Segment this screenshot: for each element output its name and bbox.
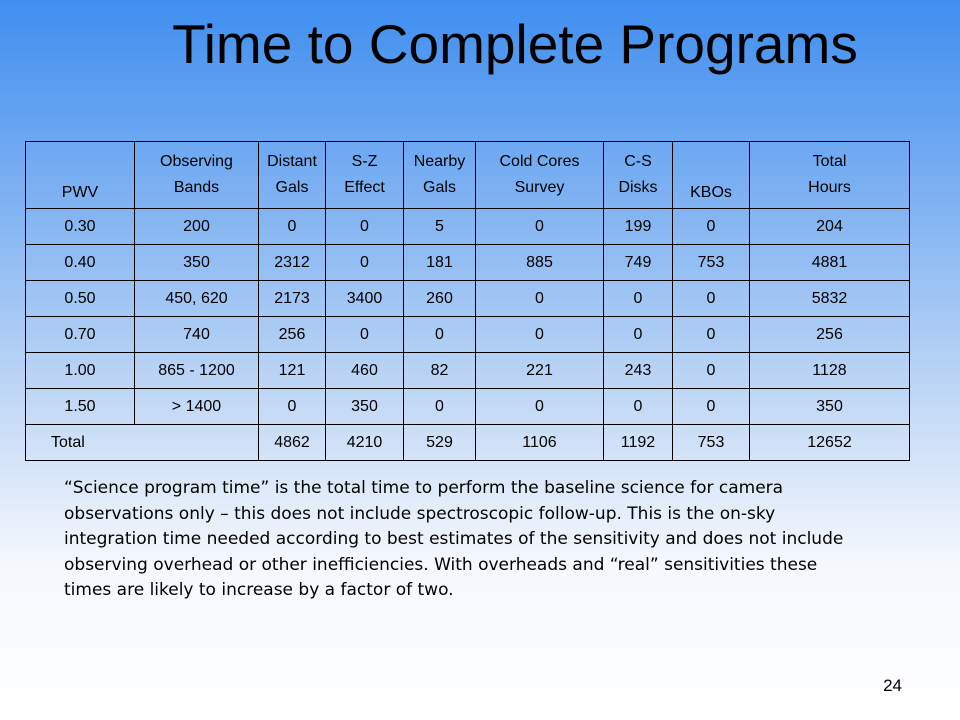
table-cell: 0	[673, 353, 750, 389]
table-cell: 0.30	[26, 209, 135, 245]
table-cell: 753	[673, 425, 750, 461]
header-nearby-gals: Nearby Gals	[404, 142, 476, 209]
header-observing-bands: Observing Bands	[135, 142, 259, 209]
table-cell: 199	[604, 209, 673, 245]
table-cell: 0	[259, 389, 326, 425]
table-cell: 0	[326, 245, 404, 281]
slide-title: Time to Complete Programs	[172, 13, 858, 75]
table-cell: 0.70	[26, 317, 135, 353]
table-cell: 5	[404, 209, 476, 245]
table-cell: 0	[326, 317, 404, 353]
table-cell: 243	[604, 353, 673, 389]
table-row	[26, 389, 910, 425]
table-cell: 0	[326, 209, 404, 245]
table-cell: 121	[259, 353, 326, 389]
header-kbos: KBOs	[673, 142, 750, 209]
table-cell: 4210	[326, 425, 404, 461]
table-row	[26, 245, 910, 281]
table-cell: 0	[673, 317, 750, 353]
table-cell: > 1400	[135, 389, 259, 425]
table-cell: 0	[673, 209, 750, 245]
table-cell: 0	[673, 389, 750, 425]
total-label-cell: Total	[26, 425, 259, 461]
table-cell: 1128	[750, 353, 910, 389]
table-cell: 0	[476, 389, 604, 425]
table-cell: 749	[604, 245, 673, 281]
header-distant-gals: Distant Gals	[259, 142, 326, 209]
header-cold-cores-survey: Cold Cores Survey	[476, 142, 604, 209]
table-cell: 4862	[259, 425, 326, 461]
table-cell: 2312	[259, 245, 326, 281]
table-cell: 529	[404, 425, 476, 461]
table-cell: 256	[259, 317, 326, 353]
table-cell: 0	[404, 317, 476, 353]
table-cell: 1.00	[26, 353, 135, 389]
table-cell: 1192	[604, 425, 673, 461]
table-cell: 0	[476, 317, 604, 353]
science-time-note: “Science program time” is the total time to perform the baseline science for camera observations only – this does not include spectroscopic follow-up. This is the on-sky integration time needed according to best estimates of the sensitivity and does not include observing overhead or other inefficiencies. With overheads and “real” sensitivities these times are likely to increase by a factor of two.	[64, 478, 844, 600]
table-cell: 0	[604, 281, 673, 317]
page-number: 24	[883, 676, 902, 695]
header-row	[26, 142, 910, 209]
header-cs-disks: C-S Disks	[604, 142, 673, 209]
header-total-hours: Total Hours	[750, 142, 910, 209]
table-cell: 0	[604, 317, 673, 353]
table-cell: 0	[259, 209, 326, 245]
table-cell: 1106	[476, 425, 604, 461]
table-cell: 3400	[326, 281, 404, 317]
table-cell: 885	[476, 245, 604, 281]
table-cell: 1.50	[26, 389, 135, 425]
table-cell: 0	[476, 281, 604, 317]
total-row	[26, 425, 910, 461]
table-cell: 5832	[750, 281, 910, 317]
program-time-table	[25, 141, 910, 461]
table-cell: 0.40	[26, 245, 135, 281]
table-cell: 2173	[259, 281, 326, 317]
table-cell: 204	[750, 209, 910, 245]
table-cell: 460	[326, 353, 404, 389]
table-cell: 12652	[750, 425, 910, 461]
table-cell: 200	[135, 209, 259, 245]
table-cell: 0.50	[26, 281, 135, 317]
table-cell: 350	[750, 389, 910, 425]
table-cell: 0	[404, 389, 476, 425]
table-cell: 260	[404, 281, 476, 317]
table-row	[26, 209, 910, 245]
table-cell: 256	[750, 317, 910, 353]
table-cell: 82	[404, 353, 476, 389]
table-row	[26, 353, 910, 389]
table-cell: 0	[604, 389, 673, 425]
header-pwv: PWV	[26, 142, 135, 209]
table-cell: 740	[135, 317, 259, 353]
table-cell: 0	[673, 281, 750, 317]
table-cell: 450, 620	[135, 281, 259, 317]
table-cell: 865 - 1200	[135, 353, 259, 389]
header-sz-effect: S-Z Effect	[326, 142, 404, 209]
table-cell: 4881	[750, 245, 910, 281]
table-cell: 221	[476, 353, 604, 389]
table-cell: 753	[673, 245, 750, 281]
table-row	[26, 281, 910, 317]
table-cell: 350	[135, 245, 259, 281]
table-cell: 181	[404, 245, 476, 281]
table-cell: 350	[326, 389, 404, 425]
table-cell: 0	[476, 209, 604, 245]
table-row	[26, 317, 910, 353]
